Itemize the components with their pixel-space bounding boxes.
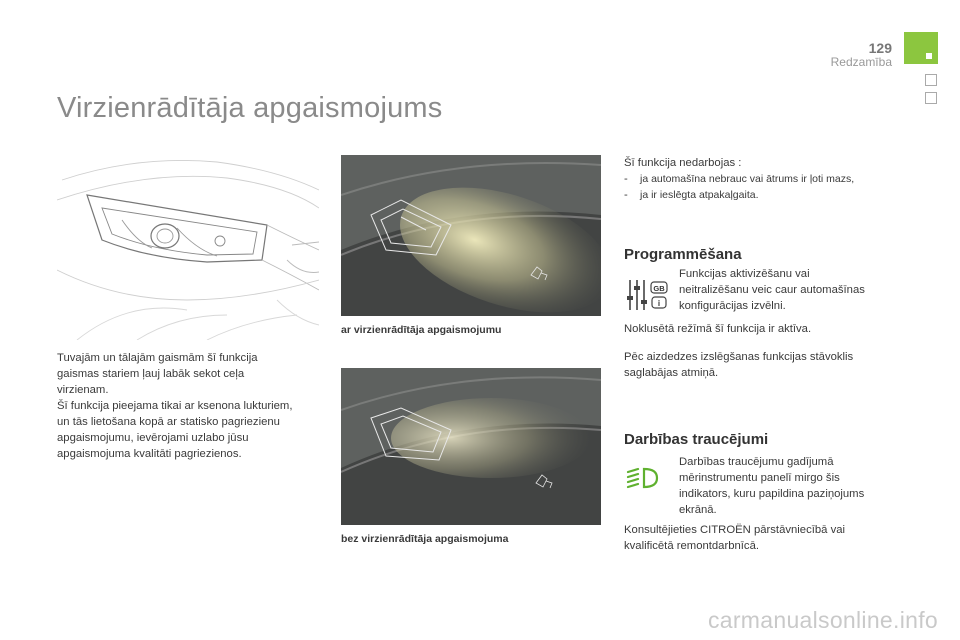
programming-line: neitralizēšanu veic caur automašīnas [679,284,865,296]
consult-text [624,522,899,554]
limitations-block [624,155,894,203]
intro-line: gaismas stariem ļauj labāk sekot ceļa [57,368,245,380]
faults-heading: Darbības traucējumi [624,431,769,448]
list-item-text: ja automašīna nebrauc vai ātrums ir ļoti mazs, [640,173,855,185]
programming-heading: Programmēšana [624,246,742,263]
list-item-text: ja ir ieslēgta atpakaļgaita. [640,189,759,201]
fault-line: indikators, kuru papildina paziņojums [679,488,865,500]
fault-line: Darbības traucējumu gadījumā [679,456,834,468]
consult-line: Konsultējieties CITROËN pārstāvniecībā vai [624,524,846,536]
intro-line: apgaismojuma kvalitāti pagriezienos. [57,448,242,460]
headlight-illustration [57,150,319,340]
watermark: carmanualsonline.info [707,607,938,633]
fault-line: mērinstrumentu panelī mirgo šis [679,472,840,484]
memory-line: Pēc aizdedzes izslēgšanas funkcijas stāvoklis [624,351,854,363]
caption-without-lighting: bez virzienrādītāja apgaismojuma [341,533,509,545]
default-state-text: Noklusētā režīmā šī funkcija ir aktīva. [624,323,812,335]
programming-line: Funkcijas aktivizēšanu vai [679,268,810,280]
info-label: i [657,299,661,308]
road-illustration-without-lighting [341,368,601,525]
memory-text [624,349,899,381]
list-item [624,187,894,203]
list-item [624,171,894,187]
chapter-box-icon [925,92,937,104]
intro-line: Tuvajām un tālajām gaismām šī funkcija [57,352,258,364]
chapter-tab-marker [926,53,932,59]
consult-line: kvalificētā remontdarbnīcā. [624,540,760,552]
section-label: Redzamība [830,55,892,69]
intro-line: Šī funkcija pieejama tikai ar ksenona lukturiem, [57,400,293,412]
gb-label: GB [653,284,665,293]
fault-line: ekrānā. [679,504,717,516]
page-title: Virzienrādītāja apgaismojums [57,92,443,124]
programming-text [679,266,894,314]
list-dash: - [624,173,628,185]
chapter-tab [904,32,938,64]
intro-line: virzienam. [57,384,109,396]
settings-menu-icon [624,276,670,314]
programming-line: konfigurācijas izvēlni. [679,300,786,312]
headlamp-warning-icon [624,464,664,492]
caption-with-lighting: ar virzienrādītāja apgaismojumu [341,324,502,336]
list-dash: - [624,189,628,201]
memory-line: saglabājas atmiņā. [624,367,719,379]
road-illustration-with-lighting [341,155,601,316]
intro-paragraph [57,350,322,462]
chapter-box-icon [925,74,937,86]
intro-line: un tās lietošana kopā ar statisko pagriezienu [57,416,280,428]
intro-line: apgaismojumu, ievērojami uzlabo jūsu [57,432,249,444]
limitations-intro: Šī funkcija nedarbojas : [624,157,742,169]
fault-text [679,454,894,518]
page-number: 129 [868,40,892,56]
